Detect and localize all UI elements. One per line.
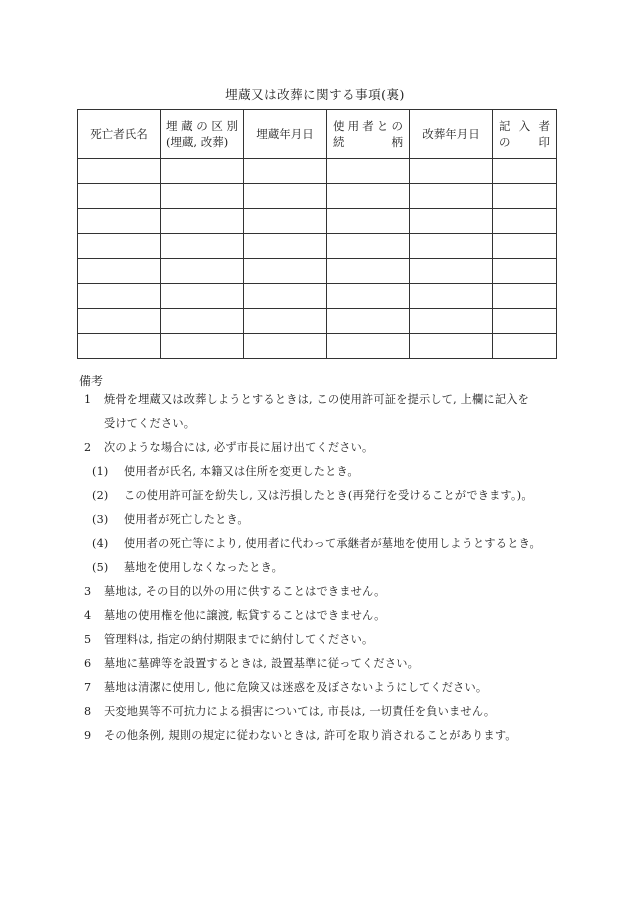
cell-burial-date (244, 184, 327, 209)
note-subitem (84, 556, 574, 580)
note-text: 墓地は清潔に使用し, 他に危険又は迷惑を及ぼさないようにしてください。 (104, 681, 488, 694)
cell-reburial-date (410, 209, 493, 234)
cell-deceased-name (78, 159, 161, 184)
cell-relation (327, 184, 410, 209)
note-item (84, 724, 574, 748)
subitem-text: 使用者の死亡等により, 使用者に代わって承継者が墓地を使用しようとするとき。 (124, 537, 541, 550)
header-seal-char: 入 (518, 119, 531, 133)
cell-relation (327, 259, 410, 284)
notes-heading: 備考 (79, 374, 104, 388)
cell-recorder-seal (493, 209, 557, 234)
cell-relation (327, 309, 410, 334)
header-burial-category-line2: (埋蔵, 改葬) (165, 135, 229, 149)
cell-burial-category (161, 334, 244, 359)
note-number: 2 (84, 441, 92, 454)
table-row (78, 259, 557, 284)
cell-relation (327, 234, 410, 259)
header-relation-char: 用 (347, 119, 360, 133)
table-row (78, 159, 557, 184)
note-text: 天変地異等不可抗力による損害については, 市長は, 一切責任を負いません。 (104, 705, 496, 718)
subitem-number: (1) (92, 465, 109, 478)
cell-reburial-date (410, 334, 493, 359)
note-item (84, 652, 574, 676)
note-number: 1 (84, 393, 92, 406)
note-text: 焼骨を埋蔵又は改葬しようとするときは, この使用許可証を提示して, 上欄に記入を (104, 393, 529, 406)
cell-deceased-name (78, 209, 161, 234)
header-recorder-seal (493, 110, 557, 159)
note-number: 3 (84, 585, 92, 598)
note-subitem (84, 460, 574, 484)
note-number: 7 (84, 681, 92, 694)
note-text: 墓地の使用権を他に譲渡, 転貸することはできません。 (104, 609, 386, 622)
header-relation-char: 者 (362, 119, 374, 133)
cell-relation (327, 334, 410, 359)
header-relation-char: 続 (333, 135, 345, 149)
header-burial-date: 埋蔵年月日 (244, 110, 327, 159)
table-body (78, 159, 557, 359)
note-item (84, 628, 574, 652)
cell-burial-date (244, 284, 327, 309)
note-text: その他条例, 規則の規定に従わないときは, 許可を取り消されることがあります。 (104, 729, 517, 742)
burial-record-table (77, 109, 557, 359)
header-burial-category (161, 110, 244, 159)
header-relation-char: と (376, 119, 389, 133)
header-relation-char: 柄 (391, 135, 403, 149)
cell-burial-date (244, 159, 327, 184)
header-seal-char: 記 (499, 119, 511, 133)
note-number: 5 (84, 633, 92, 646)
cell-burial-date (244, 234, 327, 259)
header-seal-char: の (499, 135, 511, 149)
table-header-row (78, 110, 557, 159)
notes-list (84, 388, 574, 748)
table-row (78, 309, 557, 334)
cell-burial-category (161, 209, 244, 234)
note-text: 管理料は, 指定の納付期限までに納付してください。 (104, 633, 374, 646)
cell-deceased-name (78, 334, 161, 359)
note-subitem (84, 532, 574, 556)
note-text-continued: 受けてください。 (104, 417, 196, 430)
header-relation-char: 使 (333, 119, 345, 133)
cell-burial-date (244, 209, 327, 234)
cell-burial-date (244, 309, 327, 334)
cell-deceased-name (78, 259, 161, 284)
table-row (78, 234, 557, 259)
cell-deceased-name (78, 309, 161, 334)
note-item (84, 700, 574, 724)
note-subitem (84, 484, 574, 508)
table-row (78, 284, 557, 309)
cell-reburial-date (410, 309, 493, 334)
cell-relation (327, 209, 410, 234)
cell-recorder-seal (493, 159, 557, 184)
table-row (78, 209, 557, 234)
cell-reburial-date (410, 234, 493, 259)
cell-reburial-date (410, 184, 493, 209)
note-number: 9 (84, 729, 92, 742)
header-seal-char: 印 (538, 135, 550, 149)
header-relation-to-user (327, 110, 410, 159)
note-text: 墓地に墓碑等を設置するときは, 設置基準に従ってください。 (104, 657, 419, 670)
subitem-number: (2) (92, 489, 109, 502)
note-item (84, 580, 574, 604)
header-relation-char: の (391, 119, 403, 133)
subitem-text: 墓地を使用しなくなったとき。 (124, 561, 283, 574)
note-item (84, 388, 574, 412)
cell-deceased-name (78, 184, 161, 209)
cell-relation (327, 284, 410, 309)
header-deceased-name: 死亡者氏名 (78, 110, 161, 159)
header-reburial-date: 改葬年月日 (410, 110, 493, 159)
cell-burial-date (244, 334, 327, 359)
cell-recorder-seal (493, 184, 557, 209)
cell-reburial-date (410, 284, 493, 309)
cell-burial-category (161, 309, 244, 334)
header-seal-char: 者 (538, 119, 550, 133)
subitem-text: 使用者が氏名, 本籍又は住所を変更したとき。 (124, 465, 359, 478)
page-title: 埋蔵又は改葬に関する事項(裏) (225, 87, 405, 102)
note-text: 墓地は, その目的以外の用に供することはできません。 (104, 585, 386, 598)
cell-deceased-name (78, 234, 161, 259)
subitem-text: 使用者が死亡したとき。 (124, 513, 249, 526)
cell-recorder-seal (493, 259, 557, 284)
cell-reburial-date (410, 259, 493, 284)
cell-burial-category (161, 284, 244, 309)
subitem-number: (3) (92, 513, 109, 526)
cell-deceased-name (78, 284, 161, 309)
cell-recorder-seal (493, 334, 557, 359)
subitem-number: (4) (92, 537, 109, 550)
header-burial-category-line1: 埋 蔵 の 区 別 (165, 119, 239, 133)
note-subitem (84, 508, 574, 532)
cell-burial-category (161, 159, 244, 184)
cell-burial-category (161, 184, 244, 209)
note-number: 4 (84, 609, 92, 622)
note-number: 8 (84, 705, 92, 718)
cell-burial-category (161, 259, 244, 284)
table-row (78, 184, 557, 209)
cell-recorder-seal (493, 309, 557, 334)
subitem-text: この使用許可証を紛失し, 又は汚損したとき(再発行を受けることができます。)。 (124, 489, 533, 502)
cell-recorder-seal (493, 284, 557, 309)
note-item (84, 676, 574, 700)
cell-reburial-date (410, 159, 493, 184)
note-item (84, 604, 574, 628)
cell-recorder-seal (493, 234, 557, 259)
cell-relation (327, 159, 410, 184)
note-number: 6 (84, 657, 92, 670)
cell-burial-category (161, 234, 244, 259)
subitem-number: (5) (92, 561, 109, 574)
note-item (84, 436, 574, 460)
table-row (78, 334, 557, 359)
note-text: 次のような場合には, 必ず市長に届け出てください。 (104, 441, 374, 454)
cell-burial-date (244, 259, 327, 284)
